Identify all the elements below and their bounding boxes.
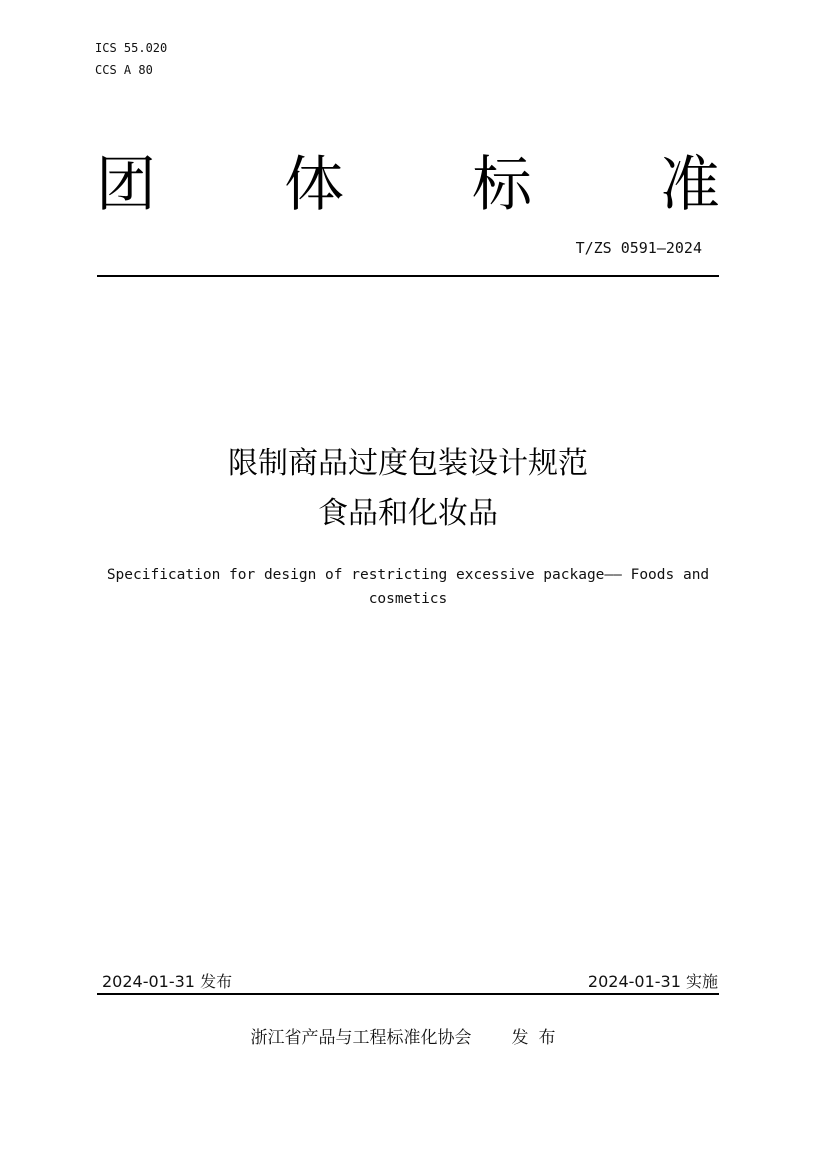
publish-action: 发布 <box>511 1028 566 1048</box>
ccs-code: CCS A 80 <box>95 63 153 77</box>
standard-number: T/ZS 0591—2024 <box>575 239 702 257</box>
implementation-date: 2024-01-31 实施 <box>587 972 718 991</box>
header-divider <box>97 275 719 277</box>
footer-divider <box>97 993 719 995</box>
english-title: Specification for design of restricting excessive package—— Foods and cosmetics <box>106 567 710 607</box>
document-title-line-1: 限制商品过度包装设计规范 <box>228 446 588 481</box>
title-char-4: 准 <box>660 150 720 220</box>
document-type-title <box>96 150 720 220</box>
publisher-line <box>97 1027 719 1049</box>
publisher-organization: 浙江省产品与工程标准化协会 <box>250 1028 472 1048</box>
title-char-1: 团 <box>96 150 156 220</box>
issue-date: 2024-01-31 发布 <box>102 972 233 991</box>
title-char-3: 标 <box>472 150 532 220</box>
document-title-line-2: 食品和化妆品 <box>318 496 498 531</box>
title-char-2: 体 <box>284 150 344 220</box>
ics-code: ICS 55.020 <box>95 41 168 55</box>
